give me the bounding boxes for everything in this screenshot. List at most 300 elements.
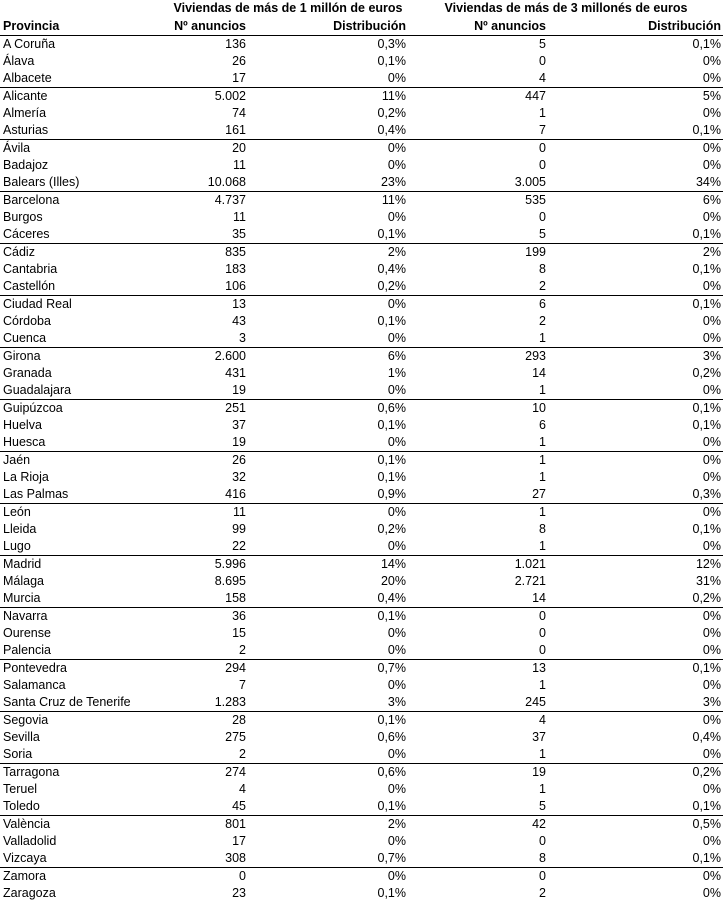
cell-anuncios-2: 0 xyxy=(408,53,548,70)
cell-distribucion-2: 0% xyxy=(548,330,723,348)
cell-anuncios-1: 11 xyxy=(167,504,248,522)
cell-anuncios-1: 20 xyxy=(167,140,248,158)
header-columns-row xyxy=(0,17,723,36)
cell-anuncios-2: 2 xyxy=(408,885,548,902)
cell-anuncios-2: 2 xyxy=(408,313,548,330)
cell-provincia: Santa Cruz de Tenerife xyxy=(0,694,167,712)
cell-distribucion-2: 0,2% xyxy=(548,764,723,782)
table-row xyxy=(0,833,723,850)
cell-anuncios-1: 35 xyxy=(167,226,248,244)
cell-distribucion-1: 0% xyxy=(248,504,408,522)
table-row xyxy=(0,608,723,626)
cell-anuncios-2: 42 xyxy=(408,816,548,834)
cell-distribucion-2: 0% xyxy=(548,469,723,486)
cell-distribucion-1: 0,1% xyxy=(248,417,408,434)
table-row xyxy=(0,140,723,158)
table-row xyxy=(0,850,723,868)
cell-distribucion-2: 0,1% xyxy=(548,226,723,244)
cell-anuncios-2: 0 xyxy=(408,868,548,886)
cell-distribucion-2: 0% xyxy=(548,157,723,174)
table-row xyxy=(0,590,723,608)
cell-anuncios-2: 0 xyxy=(408,140,548,158)
cell-provincia: Badajoz xyxy=(0,157,167,174)
table-row xyxy=(0,70,723,88)
table-row xyxy=(0,625,723,642)
cell-distribucion-1: 0% xyxy=(248,833,408,850)
cell-distribucion-1: 0% xyxy=(248,157,408,174)
cell-distribucion-1: 0% xyxy=(248,296,408,314)
cell-anuncios-1: 4 xyxy=(167,781,248,798)
cell-provincia: Madrid xyxy=(0,556,167,574)
cell-distribucion-2: 0% xyxy=(548,608,723,626)
cell-anuncios-2: 2.721 xyxy=(408,573,548,590)
cell-provincia: Lugo xyxy=(0,538,167,556)
cell-anuncios-1: 45 xyxy=(167,798,248,816)
cell-distribucion-2: 0% xyxy=(548,677,723,694)
cell-provincia: Guadalajara xyxy=(0,382,167,400)
cell-distribucion-1: 1% xyxy=(248,365,408,382)
table-body xyxy=(0,36,723,902)
cell-anuncios-2: 5 xyxy=(408,36,548,54)
cell-anuncios-2: 8 xyxy=(408,521,548,538)
table-row xyxy=(0,53,723,70)
cell-provincia: Huesca xyxy=(0,434,167,452)
cell-anuncios-2: 1 xyxy=(408,746,548,764)
cell-provincia: Guipúzcoa xyxy=(0,400,167,418)
cell-anuncios-1: 308 xyxy=(167,850,248,868)
cell-anuncios-1: 2 xyxy=(167,642,248,660)
group2-title: Viviendas de más de 3 millonés de euros xyxy=(408,0,723,17)
cell-distribucion-1: 0,1% xyxy=(248,452,408,470)
cell-anuncios-2: 0 xyxy=(408,608,548,626)
cell-anuncios-1: 294 xyxy=(167,660,248,678)
cell-distribucion-2: 0,1% xyxy=(548,400,723,418)
cell-anuncios-1: 19 xyxy=(167,382,248,400)
cell-distribucion-1: 0,1% xyxy=(248,608,408,626)
cell-anuncios-1: 22 xyxy=(167,538,248,556)
column-header-anuncios-2: Nº anuncios xyxy=(408,17,548,36)
table-row xyxy=(0,261,723,278)
cell-distribucion-2: 0% xyxy=(548,140,723,158)
cell-distribucion-1: 0,6% xyxy=(248,400,408,418)
cell-distribucion-1: 0% xyxy=(248,140,408,158)
cell-distribucion-2: 0,5% xyxy=(548,816,723,834)
cell-anuncios-1: 801 xyxy=(167,816,248,834)
cell-anuncios-2: 10 xyxy=(408,400,548,418)
cell-anuncios-1: 161 xyxy=(167,122,248,140)
cell-distribucion-2: 0% xyxy=(548,452,723,470)
cell-provincia: Albacete xyxy=(0,70,167,88)
cell-distribucion-2: 0% xyxy=(548,868,723,886)
table-row xyxy=(0,486,723,504)
cell-distribucion-2: 31% xyxy=(548,573,723,590)
cell-distribucion-2: 0,1% xyxy=(548,417,723,434)
cell-provincia: Tarragona xyxy=(0,764,167,782)
cell-distribucion-1: 0% xyxy=(248,538,408,556)
header-blank xyxy=(0,0,167,17)
cell-distribucion-1: 0,2% xyxy=(248,521,408,538)
cell-distribucion-1: 0% xyxy=(248,330,408,348)
cell-anuncios-1: 274 xyxy=(167,764,248,782)
cell-distribucion-1: 0% xyxy=(248,209,408,226)
cell-anuncios-1: 26 xyxy=(167,53,248,70)
cell-distribucion-1: 0% xyxy=(248,642,408,660)
table-row xyxy=(0,521,723,538)
cell-distribucion-1: 23% xyxy=(248,174,408,192)
cell-distribucion-2: 0% xyxy=(548,313,723,330)
cell-anuncios-1: 7 xyxy=(167,677,248,694)
cell-distribucion-1: 3% xyxy=(248,694,408,712)
cell-provincia: Palencia xyxy=(0,642,167,660)
table-row xyxy=(0,226,723,244)
cell-distribucion-1: 0% xyxy=(248,868,408,886)
cell-anuncios-1: 26 xyxy=(167,452,248,470)
cell-provincia: Álava xyxy=(0,53,167,70)
table-row xyxy=(0,330,723,348)
cell-anuncios-1: 19 xyxy=(167,434,248,452)
cell-distribucion-2: 3% xyxy=(548,694,723,712)
cell-distribucion-1: 0,1% xyxy=(248,53,408,70)
cell-provincia: Lleida xyxy=(0,521,167,538)
cell-distribucion-2: 0% xyxy=(548,625,723,642)
cell-anuncios-1: 136 xyxy=(167,36,248,54)
cell-anuncios-2: 1 xyxy=(408,504,548,522)
cell-anuncios-2: 8 xyxy=(408,261,548,278)
cell-provincia: Granada xyxy=(0,365,167,382)
column-header-provincia: Provincia xyxy=(0,17,167,36)
cell-distribucion-1: 14% xyxy=(248,556,408,574)
cell-distribucion-1: 20% xyxy=(248,573,408,590)
table-row xyxy=(0,816,723,834)
cell-anuncios-2: 1 xyxy=(408,330,548,348)
cell-anuncios-1: 13 xyxy=(167,296,248,314)
cell-distribucion-2: 0% xyxy=(548,642,723,660)
table-row xyxy=(0,382,723,400)
cell-distribucion-2: 3% xyxy=(548,348,723,366)
cell-provincia: Asturias xyxy=(0,122,167,140)
cell-provincia: Burgos xyxy=(0,209,167,226)
table-row xyxy=(0,36,723,54)
cell-provincia: Cádiz xyxy=(0,244,167,262)
cell-provincia: Vizcaya xyxy=(0,850,167,868)
cell-anuncios-1: 17 xyxy=(167,70,248,88)
cell-provincia: Las Palmas xyxy=(0,486,167,504)
cell-anuncios-2: 14 xyxy=(408,365,548,382)
cell-provincia: Almería xyxy=(0,105,167,122)
cell-anuncios-2: 0 xyxy=(408,625,548,642)
cell-anuncios-1: 3 xyxy=(167,330,248,348)
cell-distribucion-1: 0,4% xyxy=(248,261,408,278)
cell-provincia: Teruel xyxy=(0,781,167,798)
cell-distribucion-1: 0% xyxy=(248,677,408,694)
cell-provincia: Cáceres xyxy=(0,226,167,244)
table-row xyxy=(0,348,723,366)
cell-provincia: Girona xyxy=(0,348,167,366)
cell-anuncios-2: 245 xyxy=(408,694,548,712)
cell-anuncios-2: 6 xyxy=(408,296,548,314)
cell-anuncios-2: 3.005 xyxy=(408,174,548,192)
table-row xyxy=(0,746,723,764)
cell-provincia: La Rioja xyxy=(0,469,167,486)
table-row xyxy=(0,434,723,452)
cell-anuncios-1: 10.068 xyxy=(167,174,248,192)
table-row xyxy=(0,729,723,746)
cell-distribucion-2: 0,3% xyxy=(548,486,723,504)
cell-anuncios-1: 15 xyxy=(167,625,248,642)
table-row xyxy=(0,174,723,192)
cell-anuncios-2: 1 xyxy=(408,781,548,798)
cell-distribucion-2: 0,2% xyxy=(548,590,723,608)
cell-provincia: Sevilla xyxy=(0,729,167,746)
table-row xyxy=(0,712,723,730)
cell-distribucion-1: 0,7% xyxy=(248,850,408,868)
cell-anuncios-2: 1 xyxy=(408,677,548,694)
cell-distribucion-2: 0% xyxy=(548,746,723,764)
cell-anuncios-1: 8.695 xyxy=(167,573,248,590)
cell-provincia: Navarra xyxy=(0,608,167,626)
cell-anuncios-1: 36 xyxy=(167,608,248,626)
cell-distribucion-1: 0% xyxy=(248,746,408,764)
cell-anuncios-2: 535 xyxy=(408,192,548,210)
table-row xyxy=(0,677,723,694)
cell-distribucion-2: 0,1% xyxy=(548,296,723,314)
cell-anuncios-1: 23 xyxy=(167,885,248,902)
cell-distribucion-1: 0,1% xyxy=(248,712,408,730)
cell-anuncios-2: 27 xyxy=(408,486,548,504)
cell-distribucion-2: 0,1% xyxy=(548,36,723,54)
cell-anuncios-2: 293 xyxy=(408,348,548,366)
table-row xyxy=(0,192,723,210)
table-row xyxy=(0,278,723,296)
cell-provincia: Ávila xyxy=(0,140,167,158)
cell-anuncios-1: 106 xyxy=(167,278,248,296)
cell-anuncios-2: 1.021 xyxy=(408,556,548,574)
cell-anuncios-2: 1 xyxy=(408,434,548,452)
cell-anuncios-1: 0 xyxy=(167,868,248,886)
cell-distribucion-2: 0% xyxy=(548,712,723,730)
cell-anuncios-2: 19 xyxy=(408,764,548,782)
cell-anuncios-1: 28 xyxy=(167,712,248,730)
table-row xyxy=(0,105,723,122)
table-row xyxy=(0,781,723,798)
cell-provincia: València xyxy=(0,816,167,834)
cell-anuncios-1: 2 xyxy=(167,746,248,764)
cell-anuncios-2: 4 xyxy=(408,70,548,88)
cell-anuncios-2: 447 xyxy=(408,88,548,106)
cell-provincia: Málaga xyxy=(0,573,167,590)
cell-provincia: A Coruña xyxy=(0,36,167,54)
table-row xyxy=(0,573,723,590)
table-row xyxy=(0,868,723,886)
cell-distribucion-1: 0% xyxy=(248,625,408,642)
cell-anuncios-1: 251 xyxy=(167,400,248,418)
cell-provincia: Ciudad Real xyxy=(0,296,167,314)
cell-distribucion-1: 0,4% xyxy=(248,590,408,608)
cell-distribucion-2: 0% xyxy=(548,781,723,798)
table-row xyxy=(0,504,723,522)
cell-anuncios-2: 0 xyxy=(408,642,548,660)
table-row xyxy=(0,400,723,418)
cell-distribucion-2: 0,1% xyxy=(548,521,723,538)
cell-provincia: Zaragoza xyxy=(0,885,167,902)
cell-distribucion-1: 0,2% xyxy=(248,278,408,296)
cell-provincia: Toledo xyxy=(0,798,167,816)
cell-anuncios-1: 4.737 xyxy=(167,192,248,210)
table-row xyxy=(0,122,723,140)
cell-distribucion-2: 0,1% xyxy=(548,660,723,678)
cell-distribucion-2: 34% xyxy=(548,174,723,192)
cell-anuncios-2: 7 xyxy=(408,122,548,140)
cell-anuncios-1: 1.283 xyxy=(167,694,248,712)
cell-distribucion-2: 12% xyxy=(548,556,723,574)
cell-distribucion-1: 0% xyxy=(248,382,408,400)
cell-anuncios-1: 11 xyxy=(167,209,248,226)
cell-provincia: Huelva xyxy=(0,417,167,434)
cell-anuncios-1: 74 xyxy=(167,105,248,122)
cell-distribucion-2: 6% xyxy=(548,192,723,210)
cell-distribucion-2: 0% xyxy=(548,833,723,850)
cell-provincia: León xyxy=(0,504,167,522)
cell-distribucion-1: 0,2% xyxy=(248,105,408,122)
cell-provincia: Segovia xyxy=(0,712,167,730)
cell-anuncios-2: 5 xyxy=(408,226,548,244)
cell-anuncios-1: 431 xyxy=(167,365,248,382)
table-row xyxy=(0,313,723,330)
cell-distribucion-1: 0% xyxy=(248,70,408,88)
cell-distribucion-1: 0% xyxy=(248,781,408,798)
cell-anuncios-1: 2.600 xyxy=(167,348,248,366)
cell-distribucion-2: 0% xyxy=(548,434,723,452)
cell-distribucion-1: 0,6% xyxy=(248,764,408,782)
table-row xyxy=(0,764,723,782)
cell-distribucion-2: 2% xyxy=(548,244,723,262)
cell-anuncios-1: 5.996 xyxy=(167,556,248,574)
cell-anuncios-2: 0 xyxy=(408,209,548,226)
cell-distribucion-2: 0% xyxy=(548,538,723,556)
cell-anuncios-2: 37 xyxy=(408,729,548,746)
table-row xyxy=(0,538,723,556)
cell-distribucion-1: 0,4% xyxy=(248,122,408,140)
table-row xyxy=(0,296,723,314)
cell-distribucion-1: 0,1% xyxy=(248,226,408,244)
cell-distribucion-1: 2% xyxy=(248,816,408,834)
cell-provincia: Zamora xyxy=(0,868,167,886)
table-row xyxy=(0,642,723,660)
cell-anuncios-1: 99 xyxy=(167,521,248,538)
cell-anuncios-2: 4 xyxy=(408,712,548,730)
column-header-anuncios-1: Nº anuncios xyxy=(167,17,248,36)
cell-distribucion-2: 0,1% xyxy=(548,850,723,868)
cell-provincia: Pontevedra xyxy=(0,660,167,678)
cell-anuncios-1: 275 xyxy=(167,729,248,746)
cell-distribucion-1: 0,3% xyxy=(248,36,408,54)
group1-title: Viviendas de más de 1 millón de euros xyxy=(167,0,408,17)
cell-anuncios-2: 8 xyxy=(408,850,548,868)
table-row xyxy=(0,244,723,262)
cell-distribucion-2: 0,2% xyxy=(548,365,723,382)
header-group-row xyxy=(0,0,723,17)
cell-distribucion-1: 0,1% xyxy=(248,469,408,486)
cell-provincia: Cantabria xyxy=(0,261,167,278)
cell-provincia: Ourense xyxy=(0,625,167,642)
table-row xyxy=(0,157,723,174)
table-row xyxy=(0,365,723,382)
cell-anuncios-2: 14 xyxy=(408,590,548,608)
cell-distribucion-2: 0,1% xyxy=(548,122,723,140)
cell-anuncios-2: 0 xyxy=(408,157,548,174)
cell-distribucion-1: 6% xyxy=(248,348,408,366)
table-row xyxy=(0,798,723,816)
cell-distribucion-1: 11% xyxy=(248,88,408,106)
column-header-distribucion-1: Distribución xyxy=(248,17,408,36)
cell-distribucion-1: 0,1% xyxy=(248,313,408,330)
cell-provincia: Soria xyxy=(0,746,167,764)
cell-distribucion-1: 0,1% xyxy=(248,798,408,816)
column-header-distribucion-2: Distribución xyxy=(548,17,723,36)
cell-anuncios-1: 183 xyxy=(167,261,248,278)
cell-distribucion-1: 0,7% xyxy=(248,660,408,678)
cell-distribucion-2: 0,4% xyxy=(548,729,723,746)
cell-distribucion-2: 0% xyxy=(548,504,723,522)
cell-distribucion-2: 0% xyxy=(548,105,723,122)
cell-distribucion-2: 0% xyxy=(548,278,723,296)
cell-anuncios-1: 416 xyxy=(167,486,248,504)
cell-anuncios-1: 11 xyxy=(167,157,248,174)
cell-distribucion-1: 0,9% xyxy=(248,486,408,504)
cell-anuncios-1: 43 xyxy=(167,313,248,330)
cell-provincia: Barcelona xyxy=(0,192,167,210)
cell-anuncios-2: 1 xyxy=(408,382,548,400)
table-row xyxy=(0,885,723,902)
cell-anuncios-2: 6 xyxy=(408,417,548,434)
cell-provincia: Córdoba xyxy=(0,313,167,330)
cell-distribucion-2: 0,1% xyxy=(548,798,723,816)
table-row xyxy=(0,694,723,712)
cell-distribucion-1: 2% xyxy=(248,244,408,262)
cell-anuncios-2: 0 xyxy=(408,833,548,850)
cell-anuncios-2: 2 xyxy=(408,278,548,296)
cell-provincia: Jaén xyxy=(0,452,167,470)
table-row xyxy=(0,88,723,106)
table-row xyxy=(0,660,723,678)
cell-anuncios-1: 835 xyxy=(167,244,248,262)
cell-distribucion-2: 0% xyxy=(548,209,723,226)
cell-anuncios-1: 37 xyxy=(167,417,248,434)
cell-distribucion-2: 0% xyxy=(548,70,723,88)
cell-distribucion-2: 0,1% xyxy=(548,261,723,278)
table-row xyxy=(0,469,723,486)
cell-distribucion-2: 0% xyxy=(548,53,723,70)
cell-provincia: Salamanca xyxy=(0,677,167,694)
cell-provincia: Valladolid xyxy=(0,833,167,850)
cell-provincia: Cuenca xyxy=(0,330,167,348)
cell-anuncios-2: 5 xyxy=(408,798,548,816)
table-row xyxy=(0,417,723,434)
cell-provincia: Murcia xyxy=(0,590,167,608)
cell-distribucion-1: 11% xyxy=(248,192,408,210)
cell-provincia: Castellón xyxy=(0,278,167,296)
cell-distribucion-1: 0% xyxy=(248,434,408,452)
cell-distribucion-1: 0,6% xyxy=(248,729,408,746)
cell-anuncios-2: 13 xyxy=(408,660,548,678)
cell-distribucion-2: 0% xyxy=(548,885,723,902)
cell-anuncios-2: 199 xyxy=(408,244,548,262)
cell-anuncios-2: 1 xyxy=(408,469,548,486)
cell-anuncios-1: 17 xyxy=(167,833,248,850)
cell-anuncios-1: 158 xyxy=(167,590,248,608)
table-row xyxy=(0,452,723,470)
cell-anuncios-2: 1 xyxy=(408,105,548,122)
